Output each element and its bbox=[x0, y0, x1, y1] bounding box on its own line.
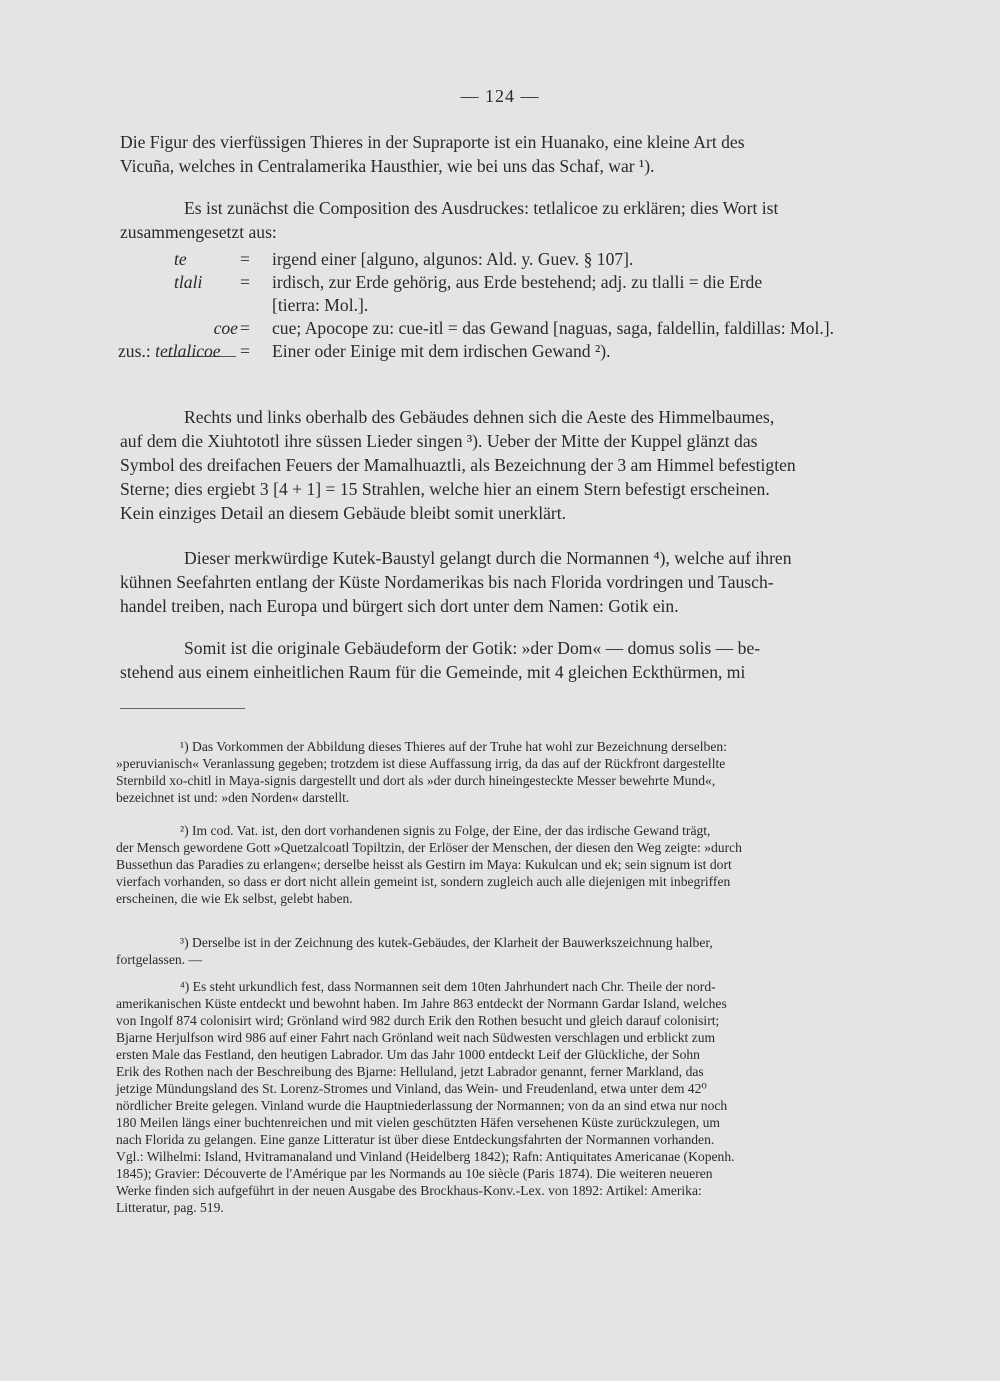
paragraph-1 bbox=[120, 130, 900, 178]
text-line: bezeichnet ist und: »den Norden« darstellt. bbox=[116, 790, 350, 805]
text-line: Vgl.: Wilhelmi: Island, Hvitramanaland und Vinland (Heidelberg 1842); Rafn: Antiquitates Americanae (Kopenh. bbox=[116, 1149, 735, 1164]
text-line: zusammengesetzt aus: bbox=[120, 222, 277, 242]
text-line: Die Figur des vierfüssigen Thieres in der Supraporte ist ein Huanako, eine kleine Art des bbox=[120, 132, 745, 152]
definition-text: irgend einer [alguno, algunos: Ald. y. Guev. § 107]. bbox=[272, 249, 634, 269]
text-line: fortgelassen. — bbox=[116, 952, 203, 967]
text-line: Rechts und links oberhalb des Gebäudes dehnen sich die Aeste des Himmelbaumes, bbox=[184, 407, 775, 427]
text-line: vierfach vorhanden, so dass er dort nicht allein gemeint ist, sondern zugleich auch alle diejenigen mit inbegriffen bbox=[116, 874, 731, 889]
paragraph-5 bbox=[120, 636, 900, 684]
paragraph-4 bbox=[120, 546, 900, 618]
text-line: »peruvianisch« Veranlassung gegeben; trotzdem ist diese Auffassung irrig, da das auf der Rückfront dargestellte bbox=[116, 756, 726, 771]
equals-sign: = bbox=[240, 272, 250, 292]
text-line: ³) Derselbe ist in der Zeichnung des kutek-Gebäudes, der Klarheit der Bauwerkszeichnung halber, bbox=[180, 935, 713, 950]
text-line: Symbol des dreifachen Feuers der Mamalhuaztli, als Bezeichnung der 3 am Himmel befestigten bbox=[120, 455, 796, 475]
definition-text: [tierra: Mol.]. bbox=[272, 295, 369, 315]
text-line: jetzige Mündungsland des St. Lorenz-Stromes und Vinland, das Wein- und Freudenland, etwa unter dem 42⁰ bbox=[116, 1081, 707, 1096]
text-line: von Ingolf 874 colonisirt wird; Grönland wird 982 durch Erik den Rothen besucht und gleich darauf colonisirt; bbox=[116, 1013, 720, 1028]
text-line: Dieser merkwürdige Kutek-Baustyl gelangt durch die Normannen ⁴), welche auf ihren bbox=[184, 548, 792, 568]
text-line: amerikanischen Küste entdeckt und bewohnt haben. Im Jahre 863 entdeckt der Normann Gardar Island, welches bbox=[116, 996, 727, 1011]
paragraph-2 bbox=[120, 196, 900, 244]
definition-text: Einer oder Einige mit dem irdischen Gewand ²). bbox=[272, 341, 611, 361]
text-line: Erik des Rothen nach der Beschreibung des Bjarne: Helluland, jetzt Labrador genannt, ferner Markland, das bbox=[116, 1064, 704, 1079]
definition-term: tlali bbox=[174, 272, 203, 292]
text-line: der Mensch gewordene Gott »Quetzalcoatl Topiltzin, der Erlöser der Menschen, der diesen den Weg zeigte: »durch bbox=[116, 840, 742, 855]
definition-text: cue; Apocope zu: cue-itl = das Gewand [naguas, saga, faldellin, faldillas: Mol.]. bbox=[272, 318, 834, 338]
paragraph-3 bbox=[120, 405, 900, 525]
word-definitions bbox=[118, 248, 902, 363]
text-line: Vicuña, welches in Centralamerika Hausthier, wie bei uns das Schaf, war ¹). bbox=[120, 156, 655, 176]
sum-prefix: zus.: bbox=[118, 341, 151, 361]
text-line: Kein einziges Detail an diesem Gebäude bleibt somit unerklärt. bbox=[120, 503, 567, 523]
text-line: Litteratur, pag. 519. bbox=[116, 1200, 224, 1215]
page-number: — 124 — bbox=[460, 86, 540, 106]
definition-row bbox=[118, 248, 902, 271]
footnote-separator bbox=[120, 708, 245, 709]
definition-row bbox=[118, 340, 902, 363]
text-line: Es ist zunächst die Composition des Ausdruckes: tetlalicoe zu erklären; dies Wort ist bbox=[184, 198, 779, 218]
text-line: handel treiben, nach Europa und bürgert sich dort unter dem Namen: Gotik ein. bbox=[120, 596, 679, 616]
text-line: stehend aus einem einheitlichen Raum für die Gemeinde, mit 4 gleichen Eckthürmen, mi bbox=[120, 662, 746, 682]
definition-row bbox=[118, 294, 902, 317]
text-line: ¹) Das Vorkommen der Abbildung dieses Thieres auf der Truhe hat wohl zur Bezeichnung derselben: bbox=[180, 739, 727, 754]
definition-term: coe bbox=[213, 318, 238, 338]
text-line: erscheinen, die wie Ek selbst, gelebt haben. bbox=[116, 891, 353, 906]
equals-sign: = bbox=[240, 249, 250, 269]
definition-row bbox=[118, 271, 902, 294]
text-line: kühnen Seefahrten entlang der Küste Nordamerikas bis nach Florida vordringen und Tausch- bbox=[120, 572, 774, 592]
footnote-3 bbox=[116, 934, 896, 968]
text-line: ⁴) Es steht urkundlich fest, dass Normannen seit dem 10ten Jahrhundert nach Chr. Theile der nord- bbox=[180, 979, 716, 994]
text-line: nördlicher Breite gelegen. Vinland wurde die Hauptniederlassung der Normannen; von da an sind etwa nur noch bbox=[116, 1098, 728, 1113]
definition-text: irdisch, zur Erde gehörig, aus Erde bestehend; adj. zu tlalli = die Erde bbox=[272, 272, 763, 292]
text-line: Werke finden sich aufgeführt in der neuen Ausgabe des Brockhaus-Konv.-Lex. von 1892: Artikel: Amerika: bbox=[116, 1183, 702, 1198]
text-line: 180 Meilen längs einer buchtenreichen und mit vielen geschützten Häfen versehenen Küste zurückzulegen, um bbox=[116, 1115, 720, 1130]
footnote-2 bbox=[116, 822, 896, 907]
equals-sign: = bbox=[240, 318, 250, 338]
text-line: auf dem die Xiuhtototl ihre süssen Lieder singen ³). Ueber der Mitte der Kuppel glänzt das bbox=[120, 431, 758, 451]
definition-term: te bbox=[174, 249, 187, 269]
text-line: Bjarne Herjulfson wird 986 auf einer Fahrt nach Grönland weit nach Südwesten verschlagen und erblickt zum bbox=[116, 1030, 716, 1045]
text-line: ersten Male das Festland, den heutigen Labrador. Um das Jahr 1000 entdeckt Leif der Glückliche, der Sohn bbox=[116, 1047, 700, 1062]
text-line: ²) Im cod. Vat. ist, den dort vorhandenen signis zu Folge, der Eine, der das irdische Gewand trägt, bbox=[180, 823, 711, 838]
text-line: Bussethun das Paradies zu erlangen«; derselbe heisst als Gestirn im Maya: Kukulcan und ek; sein signum ist dort bbox=[116, 857, 732, 872]
definition-term-compound: tetlalicoe bbox=[155, 341, 221, 361]
footnote-4 bbox=[116, 978, 896, 1216]
footnote-1 bbox=[116, 738, 896, 806]
text-line: nach Florida zu gelangen. Eine ganze Litteratur ist über diese Entdeckungsfahrten der Normannen vorhanden. bbox=[116, 1132, 715, 1147]
definition-row bbox=[118, 317, 902, 340]
text-line: Sterne; dies ergiebt 3 [4 + 1] = 15 Strahlen, welche hier an einem Stern befestigt erscheinen. bbox=[120, 479, 770, 499]
text-line: 1845); Gravier: Découverte de l'Amérique par les Normands au 10e siècle (Paris 1874). Die weiteren neueren bbox=[116, 1166, 713, 1181]
equals-sign: = bbox=[240, 341, 250, 361]
text-line: Sternbild xo-chitl in Maya-signis dargestellt und dort als »der durch hineingesteckte Messer bewehrte Mund«, bbox=[116, 773, 716, 788]
definition-term bbox=[118, 340, 238, 363]
text-line: Somit ist die originale Gebäudeform der Gotik: »der Dom« — domus solis — be- bbox=[184, 638, 761, 658]
